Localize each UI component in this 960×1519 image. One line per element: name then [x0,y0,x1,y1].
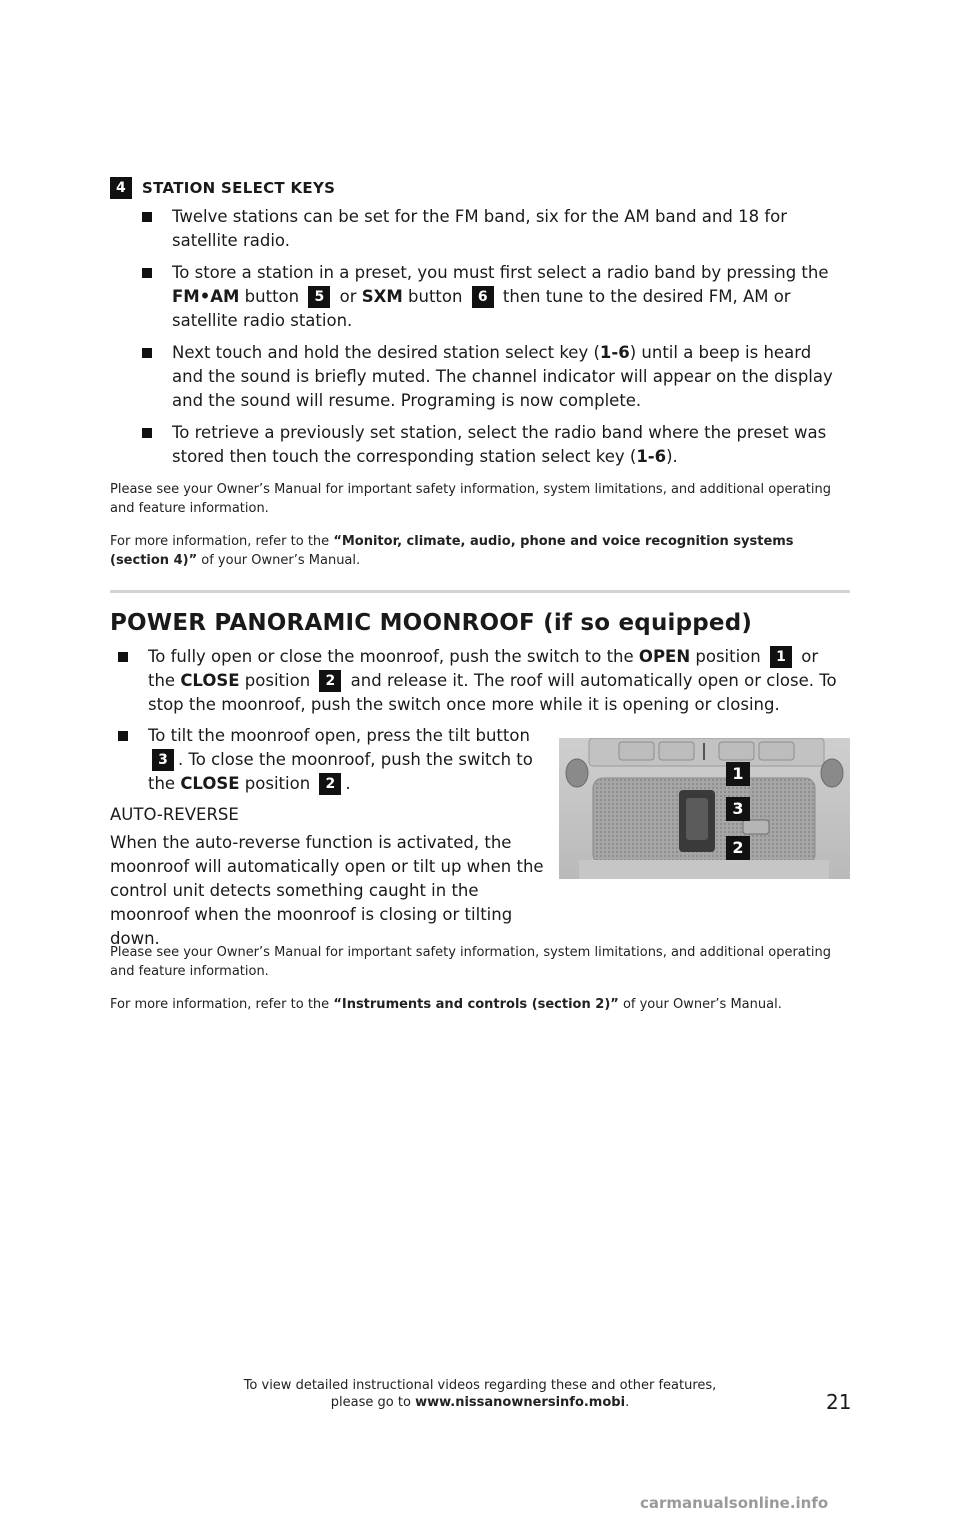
bullet-square-icon [118,731,128,741]
page-number: 21 [826,1390,852,1414]
moonroof-bullet-2-wrap [118,724,538,804]
station-keys-title: STATION SELECT KEYS [142,179,336,197]
auto-reverse-heading: AUTO-REVERSE [110,805,239,824]
photo-callout-1: 1 [726,762,750,786]
station-keys-heading [110,177,335,199]
bullet-square-icon [142,212,152,222]
list-item: To tilt the moonroof open, press the tilt button 3 . To close the moonroof, push the switch to the CLOSE position 2 . [118,724,538,796]
section-divider [110,590,850,593]
list-item: To store a station in a preset, you must first select a radio band by pressing the FM•AM button 5 or SXM button 6 then tune to the desired FM, AM or satellite radio station. [142,261,842,333]
moonroof-more-info: For more information, refer to the “Instruments and controls (section 2)” of your Owner’s Manual. [110,997,782,1012]
auto-reverse-text: When the auto-reverse function is activated, the moonroof will automatically open or tilt up when the control unit detects something caught in the moonroof when the moonroof is closing or tilting down. [110,833,544,948]
bullet-square-icon [142,348,152,358]
list-item: To retrieve a previously set station, select the radio band where the preset was stored then touch the corresponding station select key (1-6). [142,421,842,469]
callout-badge-5: 5 [308,286,330,308]
list-item: Next touch and hold the desired station select key (1-6) until a beep is heard and the sound is briefly muted. The channel indicator will appear on the display and the sound will resume. Programing is now complete. [142,341,842,413]
bullet-square-icon [142,428,152,438]
bullet-square-icon [118,652,128,662]
station-keys-bullets [142,205,842,477]
station-safety-note: Please see your Owner’s Manual for important safety information, system limitations, and additional operating and feature information. [110,482,831,516]
callout-badge-2: 2 [319,773,341,795]
callout-badge-1: 1 [770,646,792,668]
photo-callout-3: 3 [726,797,750,821]
owners-info-link[interactable]: www.nissanownersinfo.mobi [415,1395,626,1410]
moonroof-title: POWER PANORAMIC MOONROOF (if so equipped) [110,610,753,636]
photo-callout-2: 2 [726,836,750,860]
callout-badge-4: 4 [110,177,132,199]
callout-badge-2: 2 [319,670,341,692]
list-item: To fully open or close the moonroof, push the switch to the OPEN position 1 or the CLOSE position 2 and release it. The roof will automatically open or close. To stop the moonroof, push the switch once more while it is opening or closing. [118,645,850,717]
moonroof-switch-photo [559,738,850,879]
callout-badge-6: 6 [472,286,494,308]
station-more-info: For more information, refer to the “Monitor, climate, audio, phone and voice recognition systems (section 4)” of your Owner’s Manual. [110,534,794,568]
watermark: carmanualsonline.info [640,1494,829,1512]
callout-badge-3: 3 [152,749,174,771]
page-footer: To view detailed instructional videos regarding these and other features, please go to www.nissanownersinfo.mobi. [243,1378,717,1410]
moonroof-safety-note: Please see your Owner’s Manual for important safety information, system limitations, and additional operating and feature information. [110,945,831,979]
list-item: Twelve stations can be set for the FM band, six for the AM band and 18 for satellite radio. [142,205,842,253]
moonroof-bullet-1-wrap [118,645,850,725]
bullet-square-icon [142,268,152,278]
